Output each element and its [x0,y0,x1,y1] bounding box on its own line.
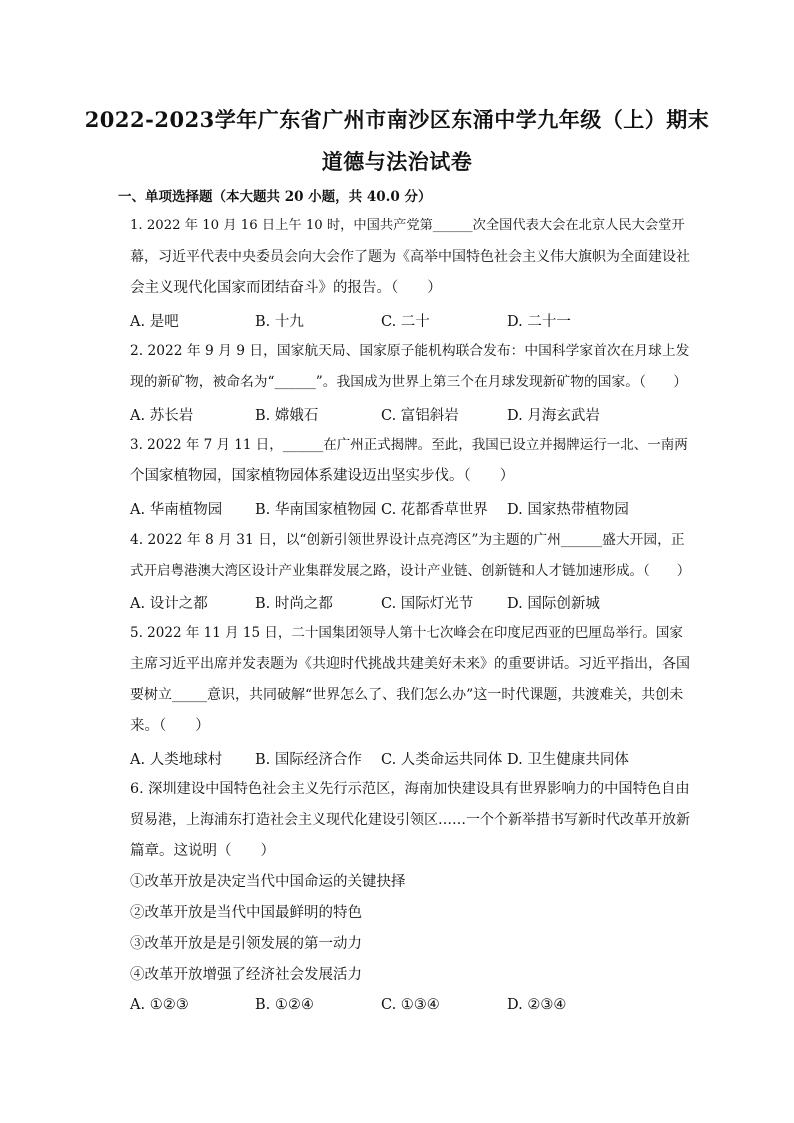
question-2-line-2: 现的新矿物，被命名为“______”。我国成为世界上第三个在月球发现新矿物的国家。（ ） [130,374,688,390]
question-1-line-2: 幕，习近平代表中央委员会向大会作了题为《高举中国特色社会主义伟大旗帜为全面建设社 [130,249,690,265]
question-1-line-1: 1. 2022 年 10 月 16 日上午 10 时，中国共产党第______次全国代表大会在北京人民大会堂开 [130,218,685,233]
question-3-line-1: 3. 2022 年 7 月 11 日，______在广州正式揭牌。至此，我国已设立并揭牌运行一北、一南两 [130,437,688,453]
option-d: D. 二十一 [507,314,571,330]
question-4-line-2: 式开启粤港澳大湾区设计产业集群发展之路，设计产业链、创新链和人才链加速形成。（ ） [130,563,691,579]
option-b: B. 华南国家植物园 [255,502,377,518]
option-b: B. ①②④ [255,997,314,1013]
exam-title-line-1: 2022-2023学年广东省广州市南沙区东涌中学九年级（上）期末 [84,107,710,132]
question-6-line-1: 6. 深圳建设中国特色社会主义先行示范区，海南加快建设具有世界影响力的中国特色自由 [130,781,690,797]
question-4-line-1: 4. 2022 年 8 月 31 日，以“创新引领世界设计点亮湾区”为主题的广州______盛大开园，正 [130,532,685,548]
section-heading: 一、单项选择题（本大题共 20 小题，共 40.0 分） [118,189,432,205]
option-c: C. 二十 [381,314,430,330]
question-6-options [130,997,690,1017]
question-5-options [130,748,690,768]
option-a: A. 设计之都 [130,596,208,612]
option-b: B. 嫦娥石 [255,408,319,424]
option-a: A. 苏长岩 [130,408,194,424]
question-5-line-2: 主席习近平出席并发表题为《共迎时代挑战共建美好未来》的重要讲话。习近平指出，各国 [130,656,690,672]
question-6-statement-1: ①改革开放是决定当代中国命运的关键抉择 [130,874,406,890]
question-5-line-4: 来。（ ） [130,718,210,734]
question-6-statement-4: ④改革开放增强了经济社会发展活力 [130,967,362,983]
option-a: A. 华南植物园 [130,502,223,518]
option-a: A. 是吧 [130,314,179,330]
question-1-line-3: 会主义现代化国家而团结奋斗》的报告。（ ） [130,280,442,296]
question-2-line-1: 2. 2022 年 9 月 9 日，国家航天局、国家原子能机构联合发布：中国科学家首次在月球上发 [130,343,690,359]
question-6-statement-3: ③改革开放是是引领发展的第一动力 [130,936,362,952]
question-6-statement-2: ②改革开放是当代中国最鲜明的特色 [130,905,362,921]
option-a: A. ①②③ [130,997,189,1013]
option-d: D. 国家热带植物园 [507,502,629,518]
option-c: C. ①③④ [381,997,440,1013]
option-a: A. 人类地球村 [130,752,223,768]
option-d: D. 月海玄武岩 [507,408,600,424]
question-3-options [130,498,690,518]
option-d: D. 国际创新城 [507,596,600,612]
question-2-options [130,404,690,424]
question-4-options [130,592,690,612]
option-c: C. 国际灯光节 [381,596,474,612]
exam-title-line-2: 道德与法治试卷 [321,149,473,174]
option-b: B. 十九 [255,314,304,330]
question-6-line-2: 贸易港，上海浦东打造社会主义现代化建设引领区……一个个新举措书写新时代改革开放新 [130,812,690,828]
option-b: B. 国际经济合作 [255,752,362,768]
question-6-line-3: 篇章。这说明（ ） [130,843,275,859]
option-d: D. 卫生健康共同体 [507,752,629,768]
option-c: C. 人类命运共同体 [381,752,503,768]
question-3-line-2: 个国家植物园，国家植物园体系建设迈出坚实步伐。（ ） [130,468,515,484]
question-5-line-1: 5. 2022 年 11 月 15 日，二十国集团领导人第十七次峰会在印度尼西亚的巴厘岛举行。国家 [130,625,683,641]
option-d: D. ②③④ [507,997,567,1013]
question-1-options [130,310,690,330]
question-5-line-3: 要树立_____意识，共同破解“世界怎么了、我们怎么办”这一时代课题，共渡难关，共创未 [130,687,684,703]
option-c: C. 花都香草世界 [381,502,488,518]
option-c: C. 富铝斜岩 [381,408,459,424]
option-b: B. 时尚之都 [255,596,333,612]
